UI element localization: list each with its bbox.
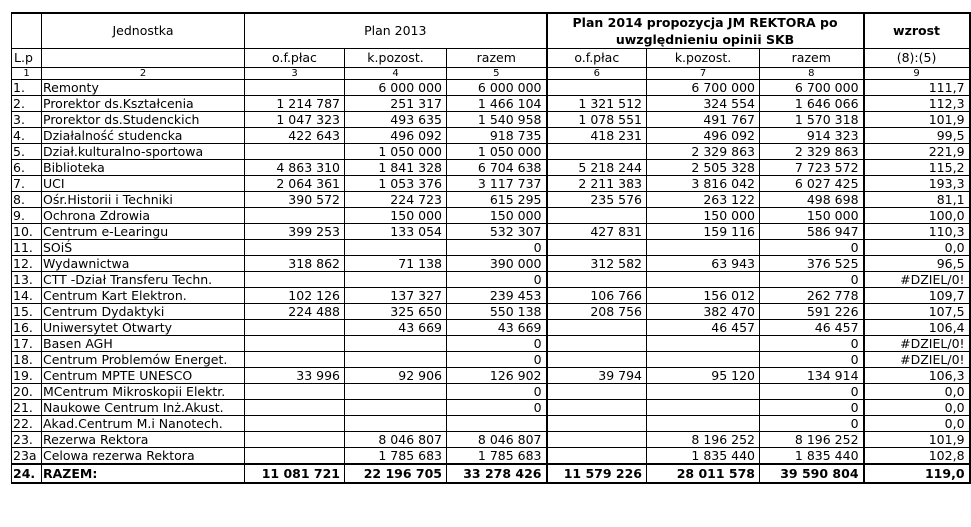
plan2014-header-line2: uwzględnieniu opinii SKB	[615, 32, 795, 47]
cell-of-plac-2013	[245, 208, 345, 224]
colnum-5: 5	[447, 68, 547, 80]
cell-k-pozost-2014	[647, 336, 760, 352]
cell-razem-2014: 134 914	[760, 368, 864, 384]
cell-razem-2013: 550 138	[447, 304, 547, 320]
cell-of-plac-2014	[547, 448, 647, 465]
cell-of-plac-2013: 2 064 361	[245, 176, 345, 192]
cell-k-pozost-2013: 493 635	[345, 112, 447, 128]
row-unit-name: Centrum MPTE UNESCO	[42, 368, 245, 384]
row-lp: 3.	[12, 112, 42, 128]
cell-of-plac-2014: 5 218 244	[547, 160, 647, 176]
cell-razem-2014: 1 646 066	[760, 96, 864, 112]
cell-razem-2013: 33 278 426	[447, 464, 547, 483]
cell-wzrost: 193,3	[864, 176, 970, 192]
cell-of-plac-2014: 1 321 512	[547, 96, 647, 112]
cell-k-pozost-2014	[647, 384, 760, 400]
cell-wzrost: 102,8	[864, 448, 970, 465]
colnum-7: 7	[647, 68, 760, 80]
cell-of-plac-2013	[245, 384, 345, 400]
cell-wzrost: 112,3	[864, 96, 970, 112]
cell-k-pozost-2014: 159 116	[647, 224, 760, 240]
cell-of-plac-2014	[547, 208, 647, 224]
cell-of-plac-2013	[245, 432, 345, 448]
cell-razem-2014: 586 947	[760, 224, 864, 240]
colnum-9: 9	[864, 68, 970, 80]
cell-razem-2013: 615 295	[447, 192, 547, 208]
row-lp: 19.	[12, 368, 42, 384]
row-lp: 14.	[12, 288, 42, 304]
row-unit-name: Ochrona Zdrowia	[42, 208, 245, 224]
cell-of-plac-2014: 427 831	[547, 224, 647, 240]
cell-razem-2013: 8 046 807	[447, 432, 547, 448]
plan2013-header: Plan 2013	[245, 13, 547, 49]
cell-wzrost: 0,0	[864, 240, 970, 256]
jednostka-header: Jednostka	[42, 13, 245, 49]
cell-of-plac-2013	[245, 448, 345, 465]
row-lp: 5.	[12, 144, 42, 160]
row-unit-name: Remonty	[42, 80, 245, 96]
ratio-header: (8):(5)	[864, 49, 970, 68]
cell-of-plac-2013	[245, 320, 345, 336]
cell-of-plac-2013	[245, 80, 345, 96]
row-lp: 15.	[12, 304, 42, 320]
plan2014-header-line1: Plan 2014 propozycja JM REKTORA po	[572, 15, 838, 30]
cell-razem-2013: 0	[447, 352, 547, 368]
cell-k-pozost-2013	[345, 272, 447, 288]
cell-of-plac-2014: 312 582	[547, 256, 647, 272]
cell-k-pozost-2013: 1 785 683	[345, 448, 447, 465]
cell-wzrost: 0,0	[864, 416, 970, 432]
row-unit-name: Naukowe Centrum Inż.Akust.	[42, 400, 245, 416]
row-unit-name: Wydawnictwa	[42, 256, 245, 272]
row-lp: 10.	[12, 224, 42, 240]
cell-k-pozost-2014: 324 554	[647, 96, 760, 112]
cell-k-pozost-2014: 382 470	[647, 304, 760, 320]
cell-k-pozost-2014: 2 505 328	[647, 160, 760, 176]
table-row	[12, 112, 970, 128]
cell-razem-2014: 0	[760, 272, 864, 288]
table-row	[12, 416, 970, 432]
cell-k-pozost-2014: 6 700 000	[647, 80, 760, 96]
cell-wzrost: 119,0	[864, 464, 970, 483]
header-row-2	[12, 49, 970, 68]
cell-k-pozost-2013: 92 906	[345, 368, 447, 384]
cell-of-plac-2014	[547, 400, 647, 416]
cell-wzrost: #DZIEL/0!	[864, 336, 970, 352]
table-row	[12, 432, 970, 448]
cell-razem-2014: 46 457	[760, 320, 864, 336]
row-unit-name: Centrum e-Learingu	[42, 224, 245, 240]
cell-razem-2013: 126 902	[447, 368, 547, 384]
cell-razem-2014: 1 570 318	[760, 112, 864, 128]
row-lp: 12.	[12, 256, 42, 272]
cell-k-pozost-2014	[647, 240, 760, 256]
cell-razem-2013: 1 785 683	[447, 448, 547, 465]
cell-of-plac-2013: 11 081 721	[245, 464, 345, 483]
table-row	[12, 256, 970, 272]
cell-razem-2014: 0	[760, 336, 864, 352]
cell-k-pozost-2013: 22 196 705	[345, 464, 447, 483]
row-unit-name: Rezerwa Rektora	[42, 432, 245, 448]
row-unit-name: UCI	[42, 176, 245, 192]
row-unit-name: Centrum Problemów Energet.	[42, 352, 245, 368]
row-lp: 17.	[12, 336, 42, 352]
cell-wzrost: 110,3	[864, 224, 970, 240]
row-unit-name: Basen AGH	[42, 336, 245, 352]
cell-of-plac-2013	[245, 144, 345, 160]
row-lp: 8.	[12, 192, 42, 208]
cell-razem-2013: 43 669	[447, 320, 547, 336]
cell-of-plac-2014	[547, 80, 647, 96]
colnum-3: 3	[245, 68, 345, 80]
cell-of-plac-2014	[547, 320, 647, 336]
row-unit-name: Uniwersytet Otwarty	[42, 320, 245, 336]
cell-k-pozost-2014: 150 000	[647, 208, 760, 224]
table-row	[12, 272, 970, 288]
cell-of-plac-2013: 399 253	[245, 224, 345, 240]
cell-of-plac-2014	[547, 144, 647, 160]
cell-k-pozost-2013: 8 046 807	[345, 432, 447, 448]
cell-k-pozost-2014: 496 092	[647, 128, 760, 144]
row-unit-name: Akad.Centrum M.i Nanotech.	[42, 416, 245, 432]
wzrost-header: wzrost	[864, 13, 970, 49]
cell-k-pozost-2014: 46 457	[647, 320, 760, 336]
row-lp: 23.	[12, 432, 42, 448]
row-lp: 11.	[12, 240, 42, 256]
row-lp: 9.	[12, 208, 42, 224]
cell-wzrost: 0,0	[864, 400, 970, 416]
colnum-2: 2	[42, 68, 245, 80]
cell-razem-2014: 1 835 440	[760, 448, 864, 465]
cell-of-plac-2014: 39 794	[547, 368, 647, 384]
cell-of-plac-2013	[245, 400, 345, 416]
cell-razem-2014: 6 027 425	[760, 176, 864, 192]
cell-of-plac-2013: 102 126	[245, 288, 345, 304]
cell-of-plac-2014	[547, 384, 647, 400]
cell-k-pozost-2014: 3 816 042	[647, 176, 760, 192]
cell-wzrost: 99,5	[864, 128, 970, 144]
cell-k-pozost-2013: 150 000	[345, 208, 447, 224]
row-unit-name: Dział.kulturalno-sportowa	[42, 144, 245, 160]
cell-of-plac-2013	[245, 336, 345, 352]
cell-of-plac-2013: 224 488	[245, 304, 345, 320]
cell-razem-2013: 1 540 958	[447, 112, 547, 128]
table-row	[12, 352, 970, 368]
cell-razem-2014: 8 196 252	[760, 432, 864, 448]
cell-razem-2013: 918 735	[447, 128, 547, 144]
razem-2014-header: razem	[760, 49, 864, 68]
k-pozost-2014-header: k.pozost.	[647, 49, 760, 68]
table-row	[12, 288, 970, 304]
colnum-8: 8	[760, 68, 864, 80]
cell-of-plac-2014: 11 579 226	[547, 464, 647, 483]
cell-razem-2013	[447, 416, 547, 432]
cell-razem-2014: 0	[760, 400, 864, 416]
cell-k-pozost-2014	[647, 272, 760, 288]
cell-k-pozost-2013: 133 054	[345, 224, 447, 240]
cell-wzrost: #DZIEL/0!	[864, 352, 970, 368]
cell-of-plac-2014	[547, 432, 647, 448]
cell-k-pozost-2014	[647, 400, 760, 416]
row-unit-name: Celowa rezerwa Rektora	[42, 448, 245, 465]
budget-table	[11, 12, 971, 484]
row-lp: 1.	[12, 80, 42, 96]
table-row	[12, 400, 970, 416]
cell-wzrost: 96,5	[864, 256, 970, 272]
cell-of-plac-2013: 318 862	[245, 256, 345, 272]
table-row	[12, 384, 970, 400]
cell-razem-2013: 6 000 000	[447, 80, 547, 96]
row-lp: 20.	[12, 384, 42, 400]
cell-wzrost: 115,2	[864, 160, 970, 176]
cell-k-pozost-2013	[345, 336, 447, 352]
table-row	[12, 368, 970, 384]
cell-razem-2013: 1 466 104	[447, 96, 547, 112]
cell-of-plac-2014: 208 756	[547, 304, 647, 320]
table-row	[12, 96, 970, 112]
cell-k-pozost-2013	[345, 240, 447, 256]
cell-k-pozost-2013: 43 669	[345, 320, 447, 336]
cell-razem-2014: 498 698	[760, 192, 864, 208]
colnum-6: 6	[547, 68, 647, 80]
cell-razem-2014: 591 226	[760, 304, 864, 320]
cell-of-plac-2013	[245, 272, 345, 288]
row-unit-name: RAZEM:	[42, 464, 245, 483]
cell-wzrost: #DZIEL/0!	[864, 272, 970, 288]
cell-razem-2014: 0	[760, 416, 864, 432]
cell-of-plac-2014: 418 231	[547, 128, 647, 144]
k-pozost-2013-header: k.pozost.	[345, 49, 447, 68]
row-lp: 16.	[12, 320, 42, 336]
table-row	[12, 144, 970, 160]
column-number-row	[12, 68, 970, 80]
cell-wzrost: 111,7	[864, 80, 970, 96]
row-unit-name: SOiŚ	[42, 240, 245, 256]
cell-wzrost: 0,0	[864, 384, 970, 400]
cell-k-pozost-2014: 63 943	[647, 256, 760, 272]
row-lp: 4.	[12, 128, 42, 144]
cell-wzrost: 101,9	[864, 432, 970, 448]
cell-of-plac-2014	[547, 352, 647, 368]
table-row	[12, 320, 970, 336]
cell-of-plac-2013: 422 643	[245, 128, 345, 144]
cell-k-pozost-2013: 224 723	[345, 192, 447, 208]
cell-razem-2014: 2 329 863	[760, 144, 864, 160]
row-unit-name: Prorektor ds.Studenckich	[42, 112, 245, 128]
cell-k-pozost-2013	[345, 352, 447, 368]
cell-of-plac-2014	[547, 272, 647, 288]
razem-2013-header: razem	[447, 49, 547, 68]
table-row	[12, 80, 970, 96]
cell-of-plac-2013	[245, 352, 345, 368]
cell-of-plac-2013: 390 572	[245, 192, 345, 208]
row-unit-name: CTT -Dział Transferu Techn.	[42, 272, 245, 288]
table-row	[12, 128, 970, 144]
cell-razem-2014: 914 323	[760, 128, 864, 144]
table-row	[12, 448, 970, 465]
cell-razem-2013: 532 307	[447, 224, 547, 240]
cell-of-plac-2014: 2 211 383	[547, 176, 647, 192]
cell-k-pozost-2013: 137 327	[345, 288, 447, 304]
row-lp: 2.	[12, 96, 42, 112]
cell-razem-2014: 0	[760, 240, 864, 256]
cell-k-pozost-2014: 95 120	[647, 368, 760, 384]
cell-k-pozost-2014	[647, 352, 760, 368]
cell-razem-2013: 0	[447, 384, 547, 400]
row-unit-name: Prorektor ds.Kształcenia	[42, 96, 245, 112]
cell-razem-2014: 262 778	[760, 288, 864, 304]
row-unit-name: Ośr.Historii i Techniki	[42, 192, 245, 208]
cell-wzrost: 81,1	[864, 192, 970, 208]
cell-k-pozost-2014: 2 329 863	[647, 144, 760, 160]
cell-k-pozost-2013: 496 092	[345, 128, 447, 144]
row-unit-name: Biblioteka	[42, 160, 245, 176]
cell-razem-2013: 3 117 737	[447, 176, 547, 192]
cell-razem-2013: 0	[447, 272, 547, 288]
cell-k-pozost-2013	[345, 400, 447, 416]
cell-wzrost: 106,3	[864, 368, 970, 384]
cell-of-plac-2014: 1 078 551	[547, 112, 647, 128]
cell-k-pozost-2013: 1 053 376	[345, 176, 447, 192]
cell-of-plac-2013: 33 996	[245, 368, 345, 384]
cell-wzrost: 107,5	[864, 304, 970, 320]
cell-razem-2013: 1 050 000	[447, 144, 547, 160]
cell-k-pozost-2014: 28 011 578	[647, 464, 760, 483]
row-lp: 13.	[12, 272, 42, 288]
table-row	[12, 240, 970, 256]
table-row	[12, 192, 970, 208]
cell-razem-2014: 39 590 804	[760, 464, 864, 483]
cell-k-pozost-2013	[345, 416, 447, 432]
cell-wzrost: 100,0	[864, 208, 970, 224]
cell-wzrost: 221,9	[864, 144, 970, 160]
cell-razem-2013: 239 453	[447, 288, 547, 304]
cell-k-pozost-2014: 491 767	[647, 112, 760, 128]
cell-razem-2013: 6 704 638	[447, 160, 547, 176]
plan2014-header	[547, 13, 864, 49]
row-lp: 18.	[12, 352, 42, 368]
cell-razem-2014: 0	[760, 384, 864, 400]
cell-razem-2014: 7 723 572	[760, 160, 864, 176]
cell-k-pozost-2013: 325 650	[345, 304, 447, 320]
cell-razem-2013: 390 000	[447, 256, 547, 272]
table-row	[12, 224, 970, 240]
cell-of-plac-2013: 4 863 310	[245, 160, 345, 176]
row-lp: 22.	[12, 416, 42, 432]
cell-of-plac-2013: 1 214 787	[245, 96, 345, 112]
cell-razem-2014: 150 000	[760, 208, 864, 224]
row-lp: 24.	[12, 464, 42, 483]
cell-razem-2014: 0	[760, 352, 864, 368]
cell-k-pozost-2013: 1 841 328	[345, 160, 447, 176]
cell-k-pozost-2013: 71 138	[345, 256, 447, 272]
jednostka-sub-header	[42, 49, 245, 68]
cell-of-plac-2013: 1 047 323	[245, 112, 345, 128]
cell-k-pozost-2014: 8 196 252	[647, 432, 760, 448]
table-row	[12, 176, 970, 192]
lp-header-top	[12, 13, 42, 49]
row-unit-name: Centrum Dydaktyki	[42, 304, 245, 320]
table-row	[12, 160, 970, 176]
cell-wzrost: 101,9	[864, 112, 970, 128]
lp-header: L.p	[12, 49, 42, 68]
cell-of-plac-2014: 106 766	[547, 288, 647, 304]
cell-of-plac-2013	[245, 240, 345, 256]
row-unit-name: MCentrum Mikroskopii Elektr.	[42, 384, 245, 400]
cell-razem-2013: 0	[447, 336, 547, 352]
table-row	[12, 304, 970, 320]
cell-of-plac-2014	[547, 336, 647, 352]
row-lp: 23a	[12, 448, 42, 465]
colnum-1: 1	[12, 68, 42, 80]
total-row	[12, 464, 970, 483]
table-row	[12, 336, 970, 352]
cell-k-pozost-2014: 1 835 440	[647, 448, 760, 465]
cell-k-pozost-2013: 6 000 000	[345, 80, 447, 96]
row-lp: 6.	[12, 160, 42, 176]
colnum-4: 4	[345, 68, 447, 80]
row-unit-name: Działalność studencka	[42, 128, 245, 144]
cell-razem-2014: 376 525	[760, 256, 864, 272]
cell-k-pozost-2013	[345, 384, 447, 400]
table-row	[12, 208, 970, 224]
cell-of-plac-2014	[547, 240, 647, 256]
of-plac-2013-header: o.f.płac	[245, 49, 345, 68]
cell-k-pozost-2013: 1 050 000	[345, 144, 447, 160]
cell-k-pozost-2014: 263 122	[647, 192, 760, 208]
cell-of-plac-2013	[245, 416, 345, 432]
cell-k-pozost-2014	[647, 416, 760, 432]
row-lp: 21.	[12, 400, 42, 416]
cell-razem-2013: 150 000	[447, 208, 547, 224]
cell-wzrost: 106,4	[864, 320, 970, 336]
cell-wzrost: 109,7	[864, 288, 970, 304]
row-unit-name: Centrum Kart Elektron.	[42, 288, 245, 304]
cell-k-pozost-2014: 156 012	[647, 288, 760, 304]
budget-table-container	[11, 12, 971, 484]
cell-of-plac-2014: 235 576	[547, 192, 647, 208]
cell-razem-2013: 0	[447, 400, 547, 416]
cell-razem-2013: 0	[447, 240, 547, 256]
cell-k-pozost-2013: 251 317	[345, 96, 447, 112]
of-plac-2014-header: o.f.płac	[547, 49, 647, 68]
cell-of-plac-2014	[547, 416, 647, 432]
row-lp: 7.	[12, 176, 42, 192]
cell-razem-2014: 6 700 000	[760, 80, 864, 96]
